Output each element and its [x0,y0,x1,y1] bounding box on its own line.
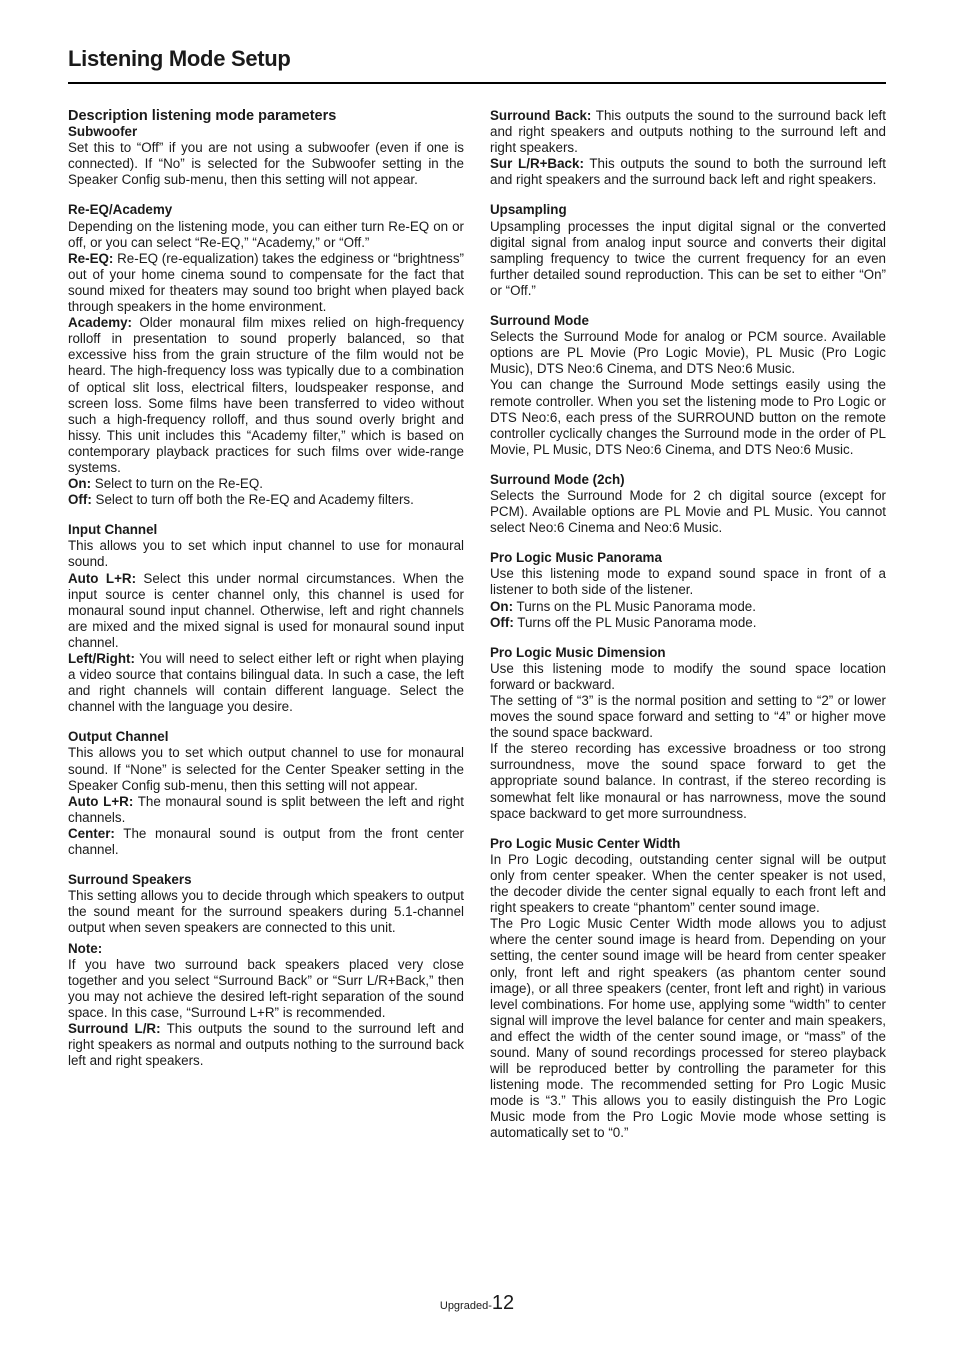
left-right-item [68,651,464,715]
section-title: Description listening mode parameters [68,108,337,124]
music-dimension-heading: Pro Logic Music Dimension [490,644,666,660]
right-column [490,108,886,1142]
item-term: Surround Back: [490,108,592,123]
item-text: This outputs the sound to the surround back left and right speakers and outputs nothing to the surround left and right speakers. [490,108,887,156]
item-term: Academy: [68,315,133,331]
note-heading: Note: [68,940,103,956]
surround-mode-body: You can change the Surround Mode settings easily using the remote controller. When you set the listening mode to Pro Logic or DTS Neo:6, each press of the SURROUND button on the remote controller cyclically changes the Surround mode in the order of PL Movie, PL Music, DTS Neo:6 Cinema, and DTS Neo:6 Music. [490,377,886,457]
output-channel-heading: Output Channel [68,729,169,745]
surround-speakers-continued [490,108,886,188]
left-column [68,108,464,1069]
item-text: Select to turn on the Re-EQ. [91,476,263,492]
surround-mode-2ch-heading: Surround Mode (2ch) [490,471,625,487]
center-item [68,826,464,858]
surround-back-item [490,108,886,156]
item-text: Select to turn off both the Re-EQ and Academy filters. [91,492,414,508]
subwoofer-section [68,124,464,188]
title-rule [68,82,886,84]
page-title: Listening Mode Setup [68,46,291,71]
item-term: Re-EQ: [68,250,114,266]
item-term: Off: [68,492,92,508]
item-term: On: [490,598,514,614]
item-text: The monaural sound is output from the front center channel. [68,825,464,858]
upsampling-section [490,202,886,299]
subwoofer-body: Set this to “Off” if you are not using a subwoofer (even if one is connected). If “No” is selected for the Subwoofer setting in the Speaker Config sub-menu, then this setting will not appear. [68,140,464,188]
item-text: This outputs the sound to the surround left and right speakers as normal and outputs nothing to the surround back left and right speakers. [68,1020,464,1069]
surround-speakers-body: This setting allows you to decide through which speakers to output the sound meant for the surround speakers during 5.1-channel output when seven speakers are connected to this unit. [68,888,464,936]
surround-mode-body: Selects the Surround Mode for analog or PCM source. Available options are PL Movie (Pro Logic Movie), PL Music (Pro Logic Music), DTS Neo:6 Cinema, and DTS Neo:6 Music. [490,329,886,377]
surround-lr-item [68,1021,464,1069]
note-body: If you have two surround back speakers placed very close together and you select “Surround Back” or “Surr L/R+Back,” then you may not achieve the desired left-right separation of the sound space. In this case, “Surround L+R” is recommended. [68,956,464,1020]
center-width-heading: Pro Logic Music Center Width [490,835,681,851]
surround-mode-section [490,313,886,458]
on-item [68,476,464,492]
surround-mode-heading: Surround Mode [490,313,589,329]
surround-mode-2ch-section [490,472,886,536]
upsampling-heading: Upsampling [490,202,567,218]
output-channel-body: This allows you to set which output channel to use for monaural sound. If “None” is selected for the Center Speaker setting in the Speaker Config sub-menu, then this setting will not appear. [68,745,464,793]
input-channel-heading: Input Channel [68,522,158,538]
auto-lr-item [68,571,464,651]
surround-speakers-heading: Surround Speakers [68,872,192,888]
surround-speakers-section [68,872,464,1069]
music-panorama-section [490,550,886,630]
item-text: Turns on the PL Music Panorama mode. [513,598,756,614]
item-term: On: [68,476,92,492]
page-number: 12 [491,1292,515,1314]
music-panorama-heading: Pro Logic Music Panorama [490,550,662,566]
auto-lr-item [68,794,464,826]
item-term: Center: [68,825,115,841]
input-channel-section [68,522,464,715]
item-text: The monaural sound is split between the left and right channels. [68,793,464,825]
off-item [68,492,464,508]
off-item [490,615,886,631]
center-width-body: In Pro Logic decoding, outstanding center signal will be output only from center speaker. When the center speaker is not used, the decoder divide the center signal equally to each front left and right speakers to create “phantom” center sound image. [490,851,886,916]
item-term: Auto L+R: [68,793,134,809]
item-text: Select this under normal circumstances. When the input source is center channel only, this channel is used for monaural sound input channel. Otherwise, left and right channels are mixed and the mixed signal is used for monaural sound input channel. [68,570,464,650]
footer-prefix: Upgraded- [439,1300,492,1312]
subwoofer-heading: Subwoofer [68,124,138,140]
music-dimension-body: The setting of “3” is the normal position and setting to “2” or lower moves the sound space forward and setting to “4” or higher move the sound space backward. [490,693,886,741]
item-text: This outputs the sound to both the surround left and right speakers and the surround back left and right speakers. [490,156,886,188]
page-footer [0,1292,954,1315]
item-term: Sur L/R+Back: [490,156,584,172]
item-text: Re-EQ (re-equalization) takes the edginess or “brightness” out of your home cinema sound to compensate for the fact that sound mixed for theaters may sound too bright when played back through speakers in the home environment. [68,250,464,315]
item-text: You will need to select either left or right when playing a video source that contains bilingual data. In such a case, the left and right channels will contain different language. Select the channel with the language you desire. [68,651,464,715]
music-dimension-body: Use this listening mode to modify the sound space location forward or backward. [490,660,886,692]
item-term: Off: [490,614,514,630]
item-term: Auto L+R: [68,570,137,586]
on-item [490,599,886,615]
upsampling-body: Upsampling processes the input digital signal or the converted digital signal from analog input source and converts their digital sampling frequency to twice the current frequency for an even further detailed sound reproduction. This can be set to either “On” or “Off.” [490,218,886,298]
reeq-body: Depending on the listening mode, you can either turn Re-EQ on or off, or you can select “Re-EQ,” “Academy,” or “Off.” [68,218,464,250]
surround-mode-2ch-body: Selects the Surround Mode for 2 ch digital source (except for PCM). Available options are PL Movie and PL Music. You cannot select Neo:6 Cinema and Neo:6 Music. [490,487,886,536]
reeq-heading: Re-EQ/Academy [68,202,173,218]
reeq-section [68,202,464,508]
item-text: Older monaural film mixes relied on high-frequency rolloff in presentation to sound properly balanced, so that excessive hiss from the grain structure of the film would not be heard. The high-frequency loss was typically due to a combination of optical slit loss, electrical filters, loudspeaker response, and screen loss. Some films have been transferred to video without such a high-frequency rolloff, and thus sound overly bright and hissy. This unit includes this “Academy filter,” which is based on contemporary playback practices for such films over wide-range systems. [68,315,464,475]
input-channel-body: This allows you to set which input channel to use for monaural sound. [68,538,464,570]
item-term: Left/Right: [68,651,135,666]
music-dimension-section [490,645,886,822]
item-term: Surround L/R: [68,1020,161,1036]
output-channel-section [68,729,464,858]
center-width-section [490,836,886,1142]
music-dimension-body: If the stereo recording has excessive broadness or too strong surroundness, move the sound space forward to get the appropriate sound balance. In contrast, if the stereo recording is somewhat felt like monaural or has narrowness, move the sound space backward to get more surroundness. [490,741,886,821]
center-width-body: The Pro Logic Music Center Width mode allows you to adjust where the center sound image is heard from. Depending on your setting, the center sound image will be heard from center speaker only, front left and right speakers (as phantom center sound image), or all three speakers (center, front left and right) in various level combinations. For home use, applying some “width” to center signal will improve the level balance for center and main speakers, and effect the width of the center sound image, or “mass” of the sound. Many of sound recordings processed for stereo playback will be reproduced better by controlling the parameter for this listening mode. The recommended setting for Pro Logic Music mode is “3.” This allows you to easily distinguish the Pro Logic Music mode from the Pro Logic Movie mode whose setting is automatically set to “0.” [490,916,886,1141]
reeq-item [68,251,464,315]
academy-item [68,315,464,476]
item-text: Turns off the PL Music Panorama mode. [513,614,757,630]
music-panorama-body: Use this listening mode to expand sound space in front of a listener to both side of the listener. [490,566,886,598]
sur-lr-back-item [490,156,886,188]
